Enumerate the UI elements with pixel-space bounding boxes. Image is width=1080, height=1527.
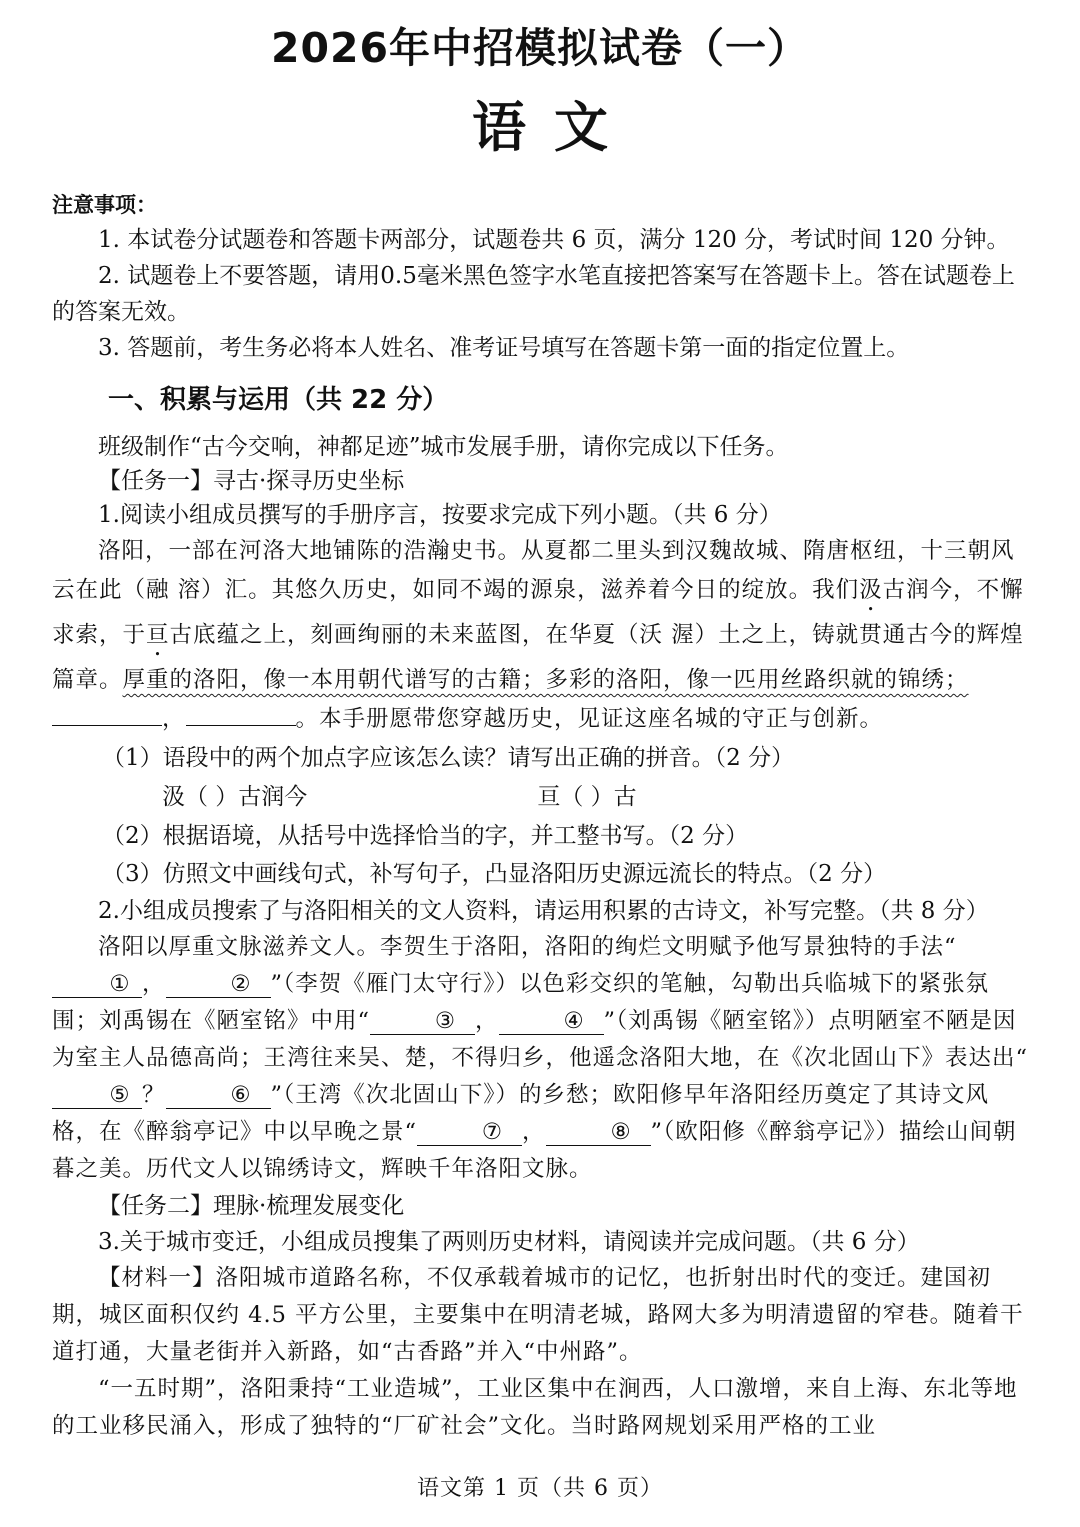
sub-question: （2）根据语境，从括号中选择恰当的字，并工整书写。（2 分） xyxy=(102,823,749,849)
preface-passage xyxy=(52,532,1028,739)
notes-section xyxy=(52,188,1028,366)
passage-text: ， xyxy=(162,706,186,732)
answer-blank-6[interactable]: ⑥ xyxy=(166,1082,271,1109)
wavy-underlined-sentence: 厚重的洛阳，像一本用朝代谱写的古籍；多彩的洛阳，像一匹用丝路织就的锦绣； xyxy=(122,667,969,693)
note-item: 1. 本试卷分试题卷和答题卡两部分，试题卷共 6 页，满分 120 分，考试时间 120 分钟。 xyxy=(98,227,1010,253)
pinyin-row xyxy=(52,777,1028,817)
dotted-char: 亘 xyxy=(146,622,170,648)
answer-blank-4[interactable]: ④ xyxy=(499,1008,604,1035)
sub-question: （3）仿照文中画线句式，补写句子，凸显洛阳历史源远流长的特点。（2 分） xyxy=(102,861,887,887)
material-one-cont: “一五时期”，洛阳秉持“工业造城”，工业区集中在涧西，人口激增，来自上海、东北等地的工业移民涌入，形成了独特的“厂矿社会”文化。当时路网规划采用严格的工业 xyxy=(52,1376,1018,1439)
sub-question: （1）语段中的两个加点字应该怎么读？请写出正确的拼音。（2 分） xyxy=(102,745,795,771)
poetry-passage xyxy=(52,929,1028,1188)
passage-text: 古润今，不懈求索，于 xyxy=(52,577,1024,648)
pinyin-item: 汲（ ）古润今 xyxy=(162,784,308,810)
answer-blank[interactable] xyxy=(186,725,296,726)
passage-text: 洛阳，一部在河洛大地铺陈的浩瀚史书。从夏都二里头到汉魏故城、隋唐枢纽，十三朝风云在此（融 溶）汇。其悠久历史，如同不竭的源泉，滋养着今日的绽放。我们 xyxy=(52,538,1015,603)
answer-blank-2[interactable]: ② xyxy=(166,971,271,998)
note-item: 3. 答题前，考生务必将本人姓名、准考证号填写在答题卡第一面的指定位置上。 xyxy=(98,335,910,361)
task-heading: 【任务一】寻古·探寻历史坐标 xyxy=(98,468,405,494)
passage-text: 古底蕴之上，刻画绚丽的未来蓝图，在华夏（沃 渥）土之上，铸就贯通古今的辉煌篇章。 xyxy=(52,622,1024,693)
passage-text: 洛阳以厚重文脉滋养文人。李贺生于洛阳，洛阳的绚烂文明赋予他写景独特的手法“ xyxy=(98,934,957,960)
notes-heading: 注意事项： xyxy=(52,193,157,217)
passage-text: ”（王湾《次北固山下》）的乡愁；欧阳修早年洛阳经历奠定了其诗文风格，在《醉翁亭记》中以早晚之景“ xyxy=(52,1082,990,1145)
passage-text: ， xyxy=(475,1008,499,1034)
passage-text: ？ xyxy=(142,1082,166,1108)
passage-text: ， xyxy=(142,971,166,997)
question-stem: 3.关于城市变迁，小组成员搜集了两则历史材料，请阅读并完成问题。（共 6 分） xyxy=(98,1229,920,1255)
passage-text: ， xyxy=(522,1119,546,1145)
passage-text: ”（李贺《雁门太守行》）以色彩交织的笔触，勾勒出兵临城下的紧张氛围；刘禹锡在《陋室铭》中用“ xyxy=(52,971,990,1034)
material-passage xyxy=(52,1260,1028,1445)
material-one: 【材料一】洛阳城市道路名称，不仅承载着城市的记忆，也折射出时代的变迁。建国初期，城区面积仅约 4.5 平方公里，主要集中在明清老城，路网大多为明清遗留的窄巷。随着干道打通，大量老街并入新路，如“古香路”并入“中州路”。 xyxy=(52,1265,1024,1365)
passage-text: ”（刘禹锡《陋室铭》）点明陋室不陋是因为室主人品德高尚；王湾往来吴、楚，不得归乡，他遥念洛阳大地，在《次北固山下》表达出“ xyxy=(52,1008,1029,1071)
answer-blank-1[interactable]: ① xyxy=(52,971,142,998)
note-item: 2. 试题卷上不要答题，请用0.5毫米黑色签字水笔直接把答案写在答题卡上。答在试题卷上的答案无效。 xyxy=(52,263,1015,325)
passage-text: 。本手册愿带您穿越历史，见证这座名城的守正与创新。 xyxy=(295,706,884,732)
question-stem: 1.阅读小组成员撰写的手册序言，按要求完成下列小题。（共 6 分） xyxy=(98,502,782,528)
section-intro: 班级制作“古今交响，神都足迹”城市发展手册，请你完成以下任务。 xyxy=(98,434,789,460)
section-heading: 一、积累与运用（共 22 分） xyxy=(108,385,449,415)
answer-blank-8[interactable]: ⑧ xyxy=(546,1119,651,1146)
passage-text: ”（欧阳修《醉翁亭记》）描绘山间朝暮之美。历代文人以锦绣诗文，辉映千年洛阳文脉。 xyxy=(52,1119,1017,1182)
answer-blank[interactable] xyxy=(52,725,162,726)
page-footer: 语文第 1 页（共 6 页） xyxy=(417,1476,663,1501)
subject-title: 语文 xyxy=(472,96,636,159)
answer-blank-5[interactable]: ⑤ xyxy=(52,1082,142,1109)
question-stem: 2.小组成员搜索了与洛阳相关的文人资料，请运用积累的古诗文，补写完整。（共 8 分） xyxy=(98,898,989,924)
answer-blank-3[interactable]: ③ xyxy=(370,1008,475,1035)
task-heading: 【任务二】理脉·梳理发展变化 xyxy=(98,1193,405,1219)
dotted-char: 汲 xyxy=(859,577,883,603)
exam-title: 2026年中招模拟试卷（一） xyxy=(270,24,810,72)
pinyin-item: 亘（ ）古 xyxy=(537,784,637,810)
answer-blank-7[interactable]: ⑦ xyxy=(417,1119,522,1146)
